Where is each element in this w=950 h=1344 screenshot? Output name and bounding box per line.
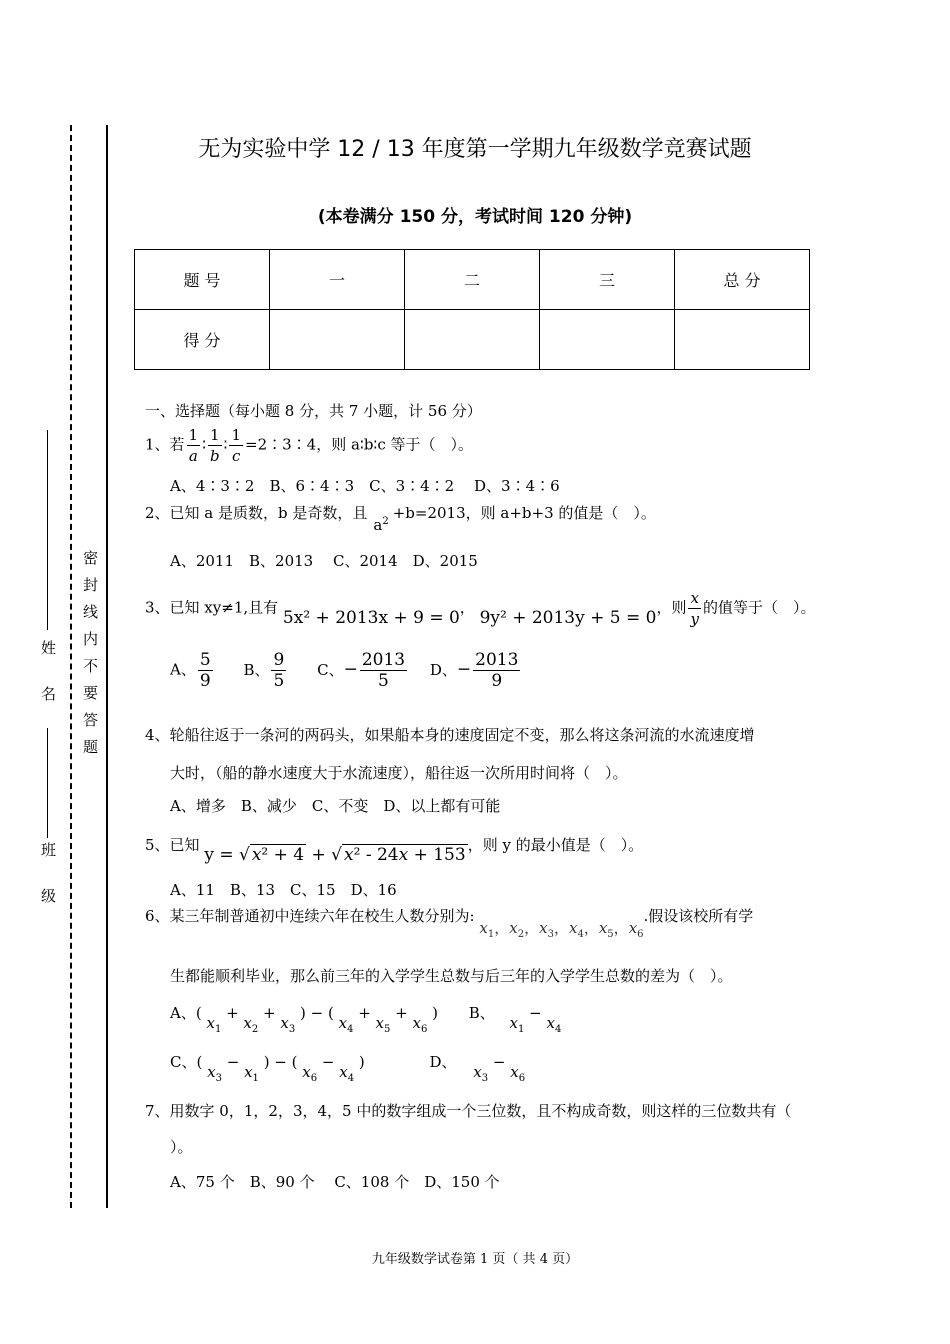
page-title: 无为实验中学 12 / 13 年度第一学期九年级数学竞赛试题 — [198, 137, 752, 162]
q3-prefix: 3、已知 xy≠1,且有 — [145, 598, 279, 617]
q3-equation-2: 9y² + 2013y + 5 = 0 — [479, 607, 657, 628]
name-blank[interactable] — [47, 430, 48, 630]
q5-suffix: ，则 y 的最小值是（ ）。 — [467, 836, 644, 854]
page-footer: 九年级数学试卷第 1 页（ 共 4 页） — [371, 1252, 579, 1267]
question-6 — [145, 906, 754, 940]
option-b-fraction: $\frac{9}{5}$ — [273, 650, 285, 691]
q4-line-2: 大时，（船的静水速度大于水流速度），船往返一次所用时间将（ ）。 — [170, 764, 628, 782]
q6-options-cd: C、( $x_3 - x_1$ ) − ( $x_6 - x_4$ ) D、 $x_3 - x_6$ — [170, 1053, 526, 1084]
score-input-cell[interactable] — [675, 310, 810, 370]
option-d-label: D、 — [429, 660, 457, 679]
dashed-binding-line — [70, 125, 72, 1208]
q2-options: A、2011 B、2013 C、2014 D、2015 — [170, 552, 478, 570]
q6-suffix: .假设该校所有学 — [643, 907, 754, 925]
solid-binding-line — [106, 125, 108, 1208]
q6-options-ab: A、( $x_1 + x_2 + x_3$ ) − ( $x_4 + x_5 + x_6$ ) B、 $x_1 - x_4$ — [170, 1004, 562, 1035]
seal-text: 密封线内不要答题 — [81, 550, 99, 766]
score-table — [134, 249, 810, 370]
q4-options: A、增多 B、减少 C、不变 D、以上都有可能 — [170, 797, 501, 815]
q1-options: A、4∶3∶2 B、6∶4∶3 C、3∶4∶2 D、3∶4∶6 — [170, 477, 560, 495]
option-c-label: C、 — [317, 660, 344, 679]
option-c-label: C、( — [170, 1053, 203, 1071]
fraction-1-a: $\frac{1}{a}$ — [188, 426, 199, 465]
class-label: 班 级 — [39, 842, 57, 911]
page-subtitle: (本卷满分 150 分，考试时间 120 分钟) — [317, 207, 633, 227]
fraction-1-c: $\frac{1}{c}$ — [231, 426, 241, 465]
q7-line-2: ）。 — [170, 1138, 193, 1156]
table-row — [135, 310, 810, 370]
question-3: 3、已知 xy≠1,且有 5x² + 2013x + 9 = 0， 9y² + 2013y + 5 = 0，则 $\frac{x}{y}$ 的值等于（ ）。 — [145, 589, 816, 628]
option-d-fraction: $\frac{2013}{9}$ — [475, 650, 519, 691]
q7-line-1: 7、用数字 0，1，2，3，4，5 中的数字组成一个三位数，且不构成奇数，则这样的三位数共有（ — [145, 1102, 792, 1120]
a-squared: $a^2$ — [373, 516, 389, 534]
question-1: 1、若 $\frac{1}{a}$ ∶ $\frac{1}{b}$ ∶ $\frac{1}{c}$ =2∶3∶4，则 a∶b∶c 等于（ ）。 — [145, 426, 473, 465]
q4-line-1: 4、轮船往返于一条河的两码头，如果船本身的速度固定不变，那么将这条河流的水流速度增 — [145, 726, 755, 744]
table-cell: 总 分 — [675, 250, 810, 310]
table-cell: 二 — [405, 250, 540, 310]
fraction-x-over-y: $\frac{x}{y}$ — [690, 589, 699, 628]
q1-prefix: 1、若 — [145, 435, 185, 454]
table-cell: 得 分 — [135, 310, 270, 370]
score-input-cell[interactable] — [540, 310, 675, 370]
question-2 — [145, 500, 656, 534]
table-cell: 三 — [540, 250, 675, 310]
q5-options: A、11 B、13 C、15 D、16 — [170, 881, 397, 899]
score-input-cell[interactable] — [270, 310, 405, 370]
name-label: 姓 名 — [39, 640, 57, 709]
table-cell: 题 号 — [135, 250, 270, 310]
q2-suffix: +b=2013，则 a+b+3 的值是（ ）。 — [392, 504, 656, 522]
option-b-label: B、 — [243, 660, 270, 679]
table-row — [135, 250, 810, 310]
q6-prefix: 6、某三年制普通初中连续六年在校生人数分别为: — [145, 907, 475, 925]
option-c-fraction: $\frac{2013}{5}$ — [361, 650, 406, 691]
table-cell: 一 — [270, 250, 405, 310]
q3-options: A、 $\frac{5}{9}$ B、 $\frac{9}{5}$ C、− $\frac{2013}{5}$ D、− $\frac{2013}{9}$ — [170, 650, 519, 691]
q7-options: A、75 个 B、90 个 C、108 个 D、150 个 — [170, 1173, 500, 1191]
option-b-label: B、 — [468, 1004, 495, 1022]
option-a-label: A、 — [170, 660, 196, 679]
q1-suffix: =2∶3∶4，则 a∶b∶c 等于（ ）。 — [245, 435, 473, 454]
option-a-label: A、( — [170, 1004, 202, 1022]
q3-equation-1: 5x² + 2013x + 9 = 0 — [282, 607, 460, 628]
q6-line-2: 生都能顺利毕业，那么前三年的入学学生总数与后三年的入学学生总数的差为（ ）。 — [170, 967, 733, 985]
q6-sequence: $x_1$，$x_2$，$x_3$，$x_4$，$x_5$，$x_6$ — [479, 919, 644, 940]
score-input-cell[interactable] — [405, 310, 540, 370]
class-blank[interactable] — [47, 728, 48, 838]
q2-prefix: 2、已知 a 是质数，b 是奇数，且 — [145, 504, 368, 522]
q3-suffix: 的值等于（ ）。 — [702, 598, 816, 617]
option-a-fraction: $\frac{5}{9}$ — [199, 650, 211, 691]
option-d-label: D、 — [429, 1053, 457, 1071]
q5-prefix: 5、已知 — [145, 836, 200, 854]
q5-expression: y = √ x² + 4 + √ x² - 24x + 153 — [204, 845, 466, 865]
section-heading: 一、选择题（每小题 8 分，共 7 小题，计 56 分） — [145, 402, 482, 420]
q3-mid: ，则 — [656, 598, 687, 617]
fraction-1-b: $\frac{1}{b}$ — [209, 426, 220, 465]
question-5 — [145, 835, 644, 865]
